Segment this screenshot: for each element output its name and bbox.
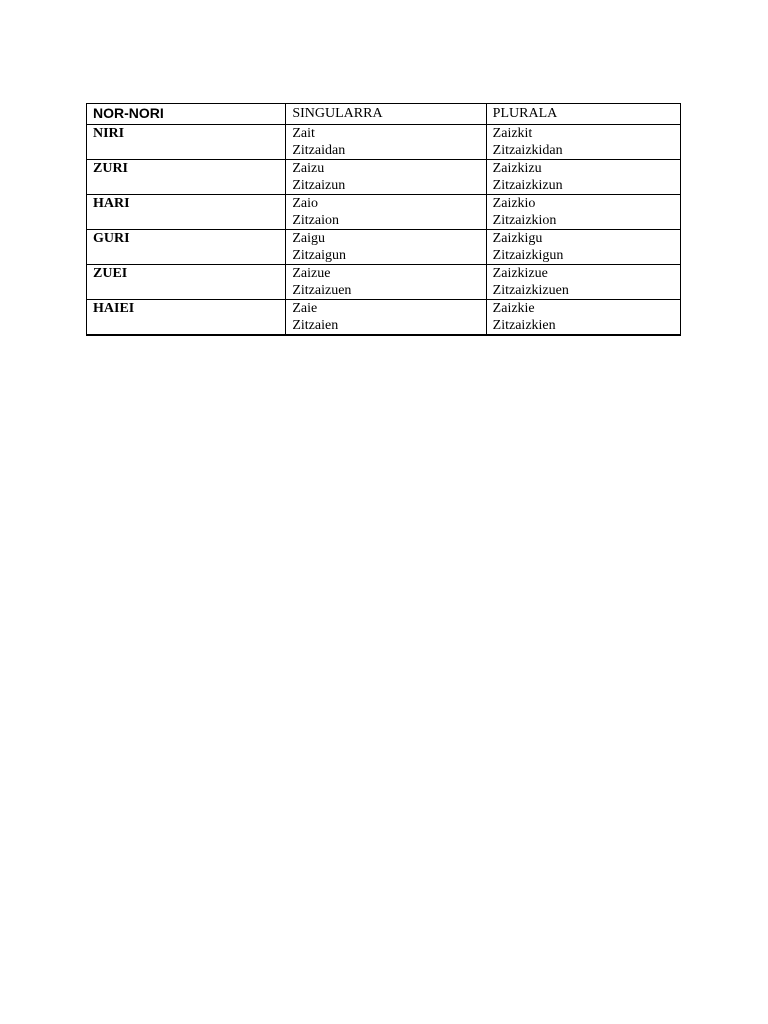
plural-cell	[486, 265, 680, 300]
singular-present-form: Zait	[292, 126, 315, 141]
singular-past-form: Zitzaion	[292, 213, 339, 228]
singular-present-form: Zaigu	[292, 231, 325, 246]
header-cell-title	[87, 104, 286, 125]
table-header-row	[87, 104, 681, 125]
pronoun-label: GURI	[93, 231, 130, 246]
singular-present-form: Zaio	[292, 196, 318, 211]
plural-cell	[486, 230, 680, 265]
plural-present-form: Zaizkizu	[492, 161, 542, 176]
singular-cell	[286, 160, 486, 195]
plural-present-form: Zaizkizue	[492, 266, 548, 281]
plural-present-form: Zaizkio	[492, 196, 536, 211]
column-header-singular: SINGULARRA	[292, 106, 383, 121]
header-cell-plural	[486, 104, 680, 125]
singular-present-form: Zaizu	[292, 161, 325, 176]
singular-present-form: Zaie	[292, 301, 318, 316]
singular-present-form: Zaizue	[292, 266, 331, 281]
plural-cell	[486, 300, 680, 336]
singular-cell	[286, 230, 486, 265]
pronoun-cell	[87, 230, 286, 265]
singular-cell	[286, 265, 486, 300]
pronoun-cell	[87, 160, 286, 195]
singular-past-form: Zitzaidan	[292, 143, 346, 158]
pronoun-label: ZURI	[93, 161, 129, 176]
header-cell-singular	[286, 104, 486, 125]
singular-cell	[286, 195, 486, 230]
table-row	[87, 160, 681, 195]
table-row	[87, 195, 681, 230]
plural-present-form: Zaizkie	[492, 301, 535, 316]
table-row	[87, 265, 681, 300]
table-row	[87, 300, 681, 336]
table-row	[87, 230, 681, 265]
table-row	[87, 125, 681, 160]
pronoun-label: ZUEI	[93, 266, 128, 281]
table-title: NOR-NORI	[93, 105, 164, 121]
plural-past-form: Zitzaizkien	[492, 318, 556, 333]
singular-past-form: Zitzaien	[292, 318, 339, 333]
pronoun-cell	[87, 125, 286, 160]
singular-cell	[286, 125, 486, 160]
plural-cell	[486, 160, 680, 195]
plural-past-form: Zitzaizkizuen	[492, 283, 569, 298]
plural-past-form: Zitzaizkigun	[492, 248, 564, 263]
pronoun-cell	[87, 265, 286, 300]
pronoun-label: HAIEI	[93, 301, 135, 316]
plural-past-form: Zitzaizkizun	[492, 178, 563, 193]
pronoun-label: HARI	[93, 196, 130, 211]
singular-past-form: Zitzaizun	[292, 178, 346, 193]
singular-past-form: Zitzaigun	[292, 248, 346, 263]
plural-cell	[486, 195, 680, 230]
singular-cell	[286, 300, 486, 336]
plural-past-form: Zitzaizkion	[492, 213, 557, 228]
singular-past-form: Zitzaizuen	[292, 283, 352, 298]
pronoun-cell	[87, 195, 286, 230]
plural-present-form: Zaizkit	[492, 126, 533, 141]
nor-nori-conjugation-table	[86, 103, 681, 336]
column-header-plural: PLURALA	[492, 106, 558, 121]
plural-cell	[486, 125, 680, 160]
table-body	[87, 104, 681, 336]
plural-present-form: Zaizkigu	[492, 231, 543, 246]
pronoun-label: NIRI	[93, 126, 125, 141]
pronoun-cell	[87, 300, 286, 336]
plural-past-form: Zitzaizkidan	[492, 143, 563, 158]
